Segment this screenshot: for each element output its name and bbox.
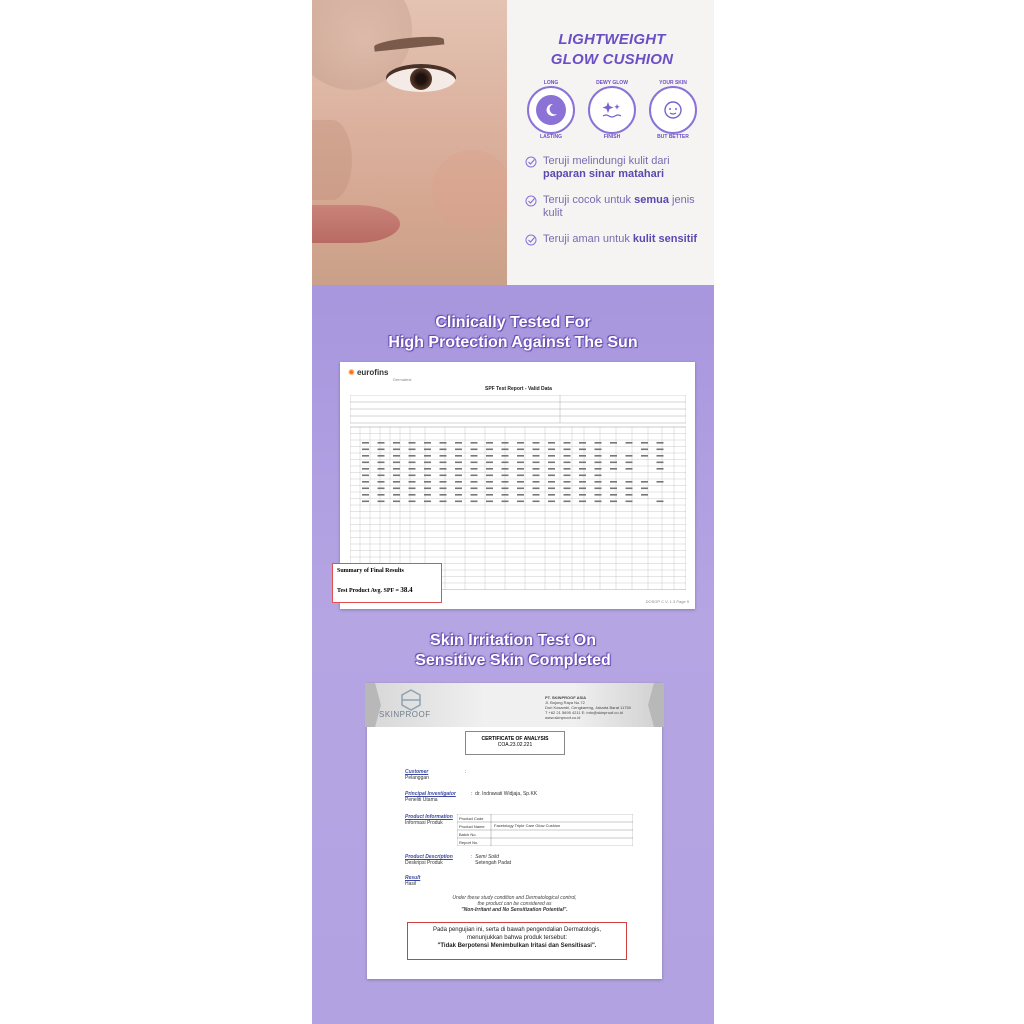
skinproof-name: SKINPROOF (379, 710, 431, 719)
face-icon (662, 99, 684, 121)
investigator-value: : dr. Indrawati Widjaja, Sp.KK (471, 791, 538, 797)
field-result: Result Hasil (405, 875, 421, 887)
badge-dewy-glow: DEWY GLOW FINISH (588, 86, 636, 134)
report-title: SPF Test Report - Valid Data (485, 386, 552, 392)
badge-long-lasting: LONG LASTING (527, 86, 575, 134)
model-face-photo (312, 0, 507, 285)
eurofins-logo: ✺ eurofins (348, 368, 389, 377)
report-footer: DOSOP C V. 1.3 Page 9 (645, 599, 689, 604)
spf-test-report (337, 362, 695, 609)
hero-section (312, 0, 714, 285)
spf-data-table (350, 395, 686, 590)
moon-icon (543, 102, 559, 118)
product-info-table: Product Code Product Name Batch No. Report No. Facetology Triple Care Glow Cushion (457, 814, 633, 846)
feature-badges (527, 80, 697, 140)
claim-item: Teruji melindungi kulit dari paparan sinar matahari (525, 155, 710, 181)
check-icon (525, 195, 537, 207)
claims-list (525, 155, 710, 259)
skinproof-logo-icon (381, 689, 441, 711)
lab-address: PT. SKINPROOF ASIA Jl. Bojong Raya No.72 Duri Kosambi, Cengkareng, Jakarta Barat 11750 T +62 21 5695 4211 E: info@skinproof.co.id www.skinproof.co.id (545, 695, 631, 720)
claim-item: Teruji aman untuk kulit sensitif (525, 233, 710, 246)
check-icon (525, 156, 537, 168)
badge-your-skin: YOUR SKIN BUT BETTER (649, 86, 697, 134)
certificate-of-analysis: SKINPROOF PT. SKINPROOF ASIA Jl. Bojong Raya No.72 Duri Kosambi, Cengkareng, Jakarta Barat 11750 T +62 21 5695 4211 E: info@skinproof.co.id www.skinproof.co.id CERTIFICATE OF ANALYSIS COA.23.02.221 Customer Pelanggan : Principal Investigator Peneliti Utama : dr. Indrawati Widjaja, Sp.KK Product Information Informasi Produk Product Code Product Name Batch No. Report No. Facetology Triple Care Glow Cushion Product Description Deskripsi Produk : Semi Solid Setengah Padat Result Hasil Under these study condition and Dermatological control, the product can be considered as "Non-Irritant and No Sensitization Potential". Pada pengujian ini, serta di bawah pengendalian Dermatologis, menunjukkan bahwa produk tersebut: "Tidak Berpotensi Menimbulkan Iritasi dan Sensitisasi". (367, 683, 662, 979)
sparkle-icon (601, 101, 623, 119)
field-product-info: Product Information Informasi Produk (405, 814, 453, 826)
field-customer: Customer Pelanggan (405, 769, 429, 781)
irritation-heading: Skin Irritation Test On Sensitive Skin Completed (415, 632, 611, 669)
product-page-strip (312, 0, 714, 1024)
result-box-id: Pada pengujian ini, serta di bawah pengendalian Dermatologis, menunjukkan bahwa produk tersebut: "Tidak Berpotensi Menimbulkan Iritasi dan Sensitisasi". (407, 922, 627, 960)
field-investigator: Principal Investigator Peneliti Utama (405, 791, 456, 803)
coa-title-box: CERTIFICATE OF ANALYSIS COA.23.02.221 (465, 731, 565, 755)
result-note-en: Under these study condition and Dermatological control, the product can be considered as "Non-Irritant and No Sensitization Potential". (452, 895, 577, 913)
report-brand-sub: Dermatest (393, 377, 412, 382)
product-title: LIGHTWEIGHT GLOW CUSHION (550, 31, 674, 68)
field-description: Product Description Deskripsi Produk (405, 854, 453, 866)
check-icon (525, 234, 537, 246)
summary-box (332, 563, 442, 603)
left-tab-shape (365, 683, 381, 727)
spf-heading: Clinically Tested For High Protection Against The Sun (388, 314, 638, 351)
testing-section (312, 285, 714, 1024)
hero-info (507, 0, 714, 285)
claim-item: Teruji cocok untuk semua jenis kulit (525, 194, 710, 220)
description-value: : Semi Solid Setengah Padat (471, 854, 512, 866)
summary-title: Summary of Final Results (337, 568, 404, 574)
summary-spf: Test Product Avg. SPF = 38.4 (337, 586, 413, 594)
product-name-value: Facetology Triple Care Glow Cushion (494, 823, 561, 828)
